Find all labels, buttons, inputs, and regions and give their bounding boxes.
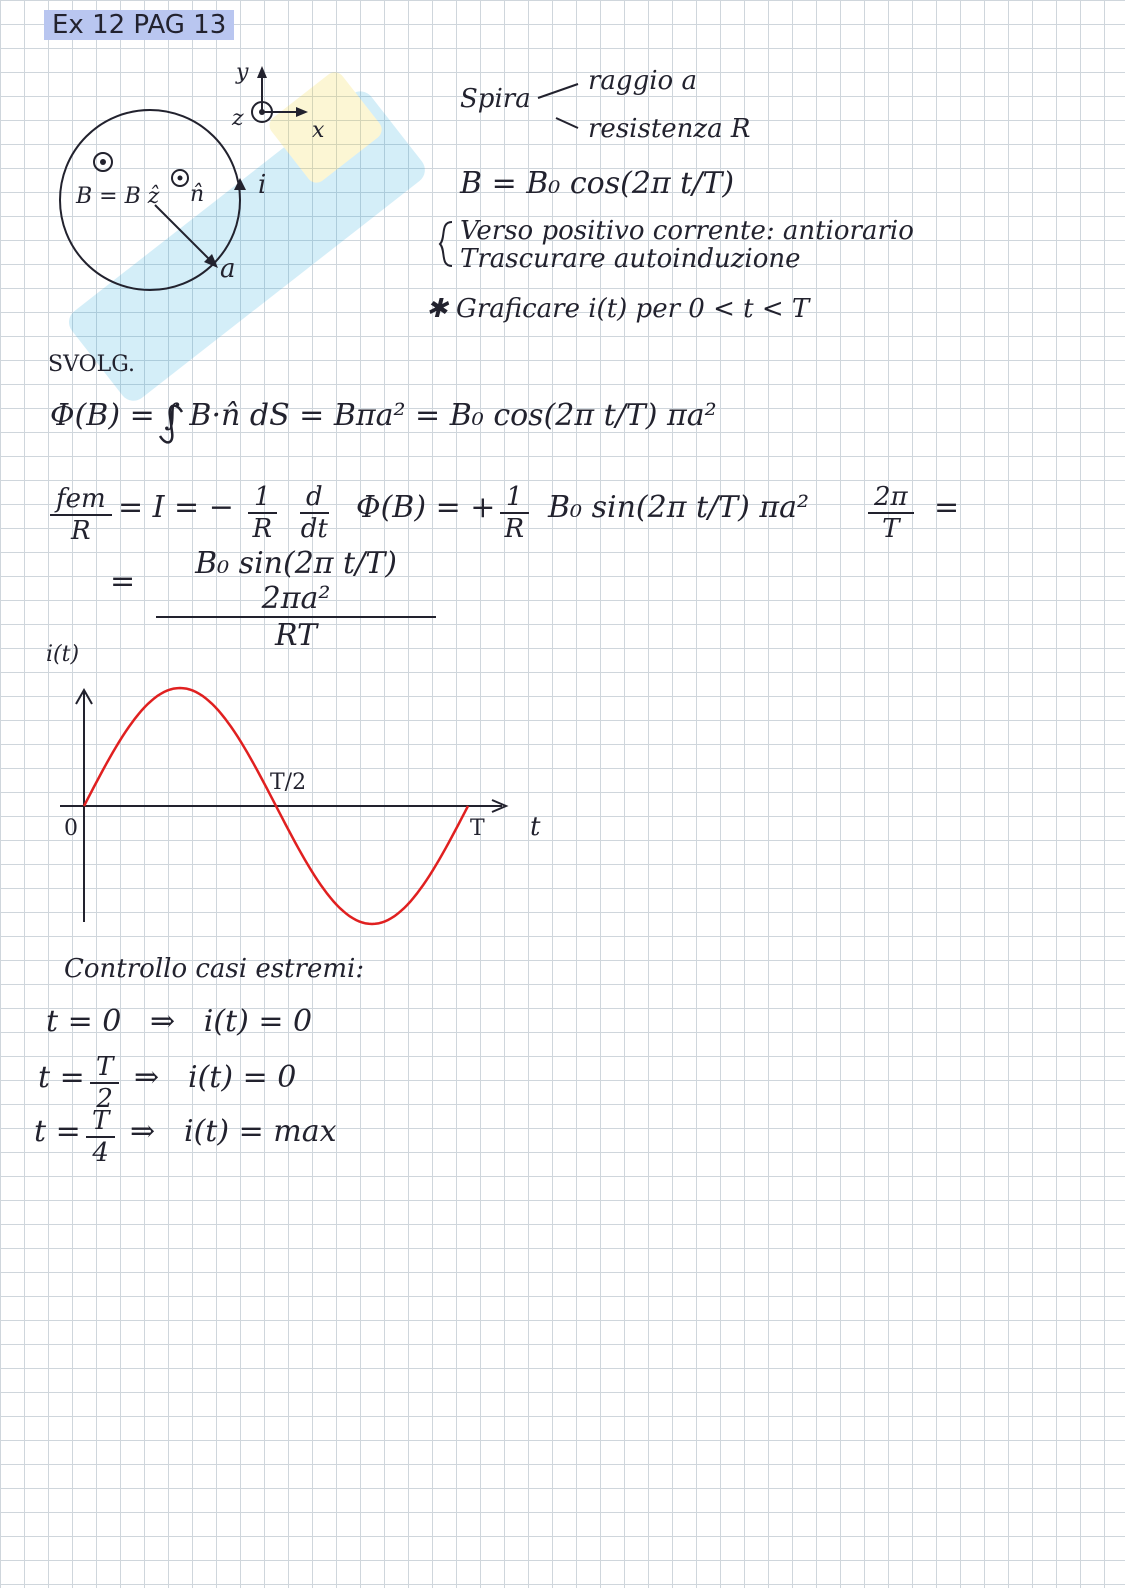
raggio-text: raggio a bbox=[588, 66, 697, 96]
fem-denominator: R bbox=[71, 516, 91, 546]
graph-ylabel: i(t) bbox=[46, 642, 80, 667]
field-label: B = B ẑ bbox=[76, 184, 160, 209]
check-3-fraction bbox=[86, 1106, 115, 1168]
r-denominator-2: R bbox=[504, 514, 525, 544]
spira-label: Spira bbox=[460, 84, 531, 114]
check-1-rhs: i(t) = 0 bbox=[203, 1004, 313, 1039]
one-numerator: 1 bbox=[248, 482, 277, 514]
z-axis-label: z bbox=[232, 106, 244, 131]
equals-tail: = bbox=[934, 490, 960, 525]
d-numerator: d bbox=[300, 482, 329, 514]
check-2-fraction bbox=[90, 1052, 119, 1114]
field-equation: B = B₀ cos(2π t/T) bbox=[460, 166, 735, 201]
resistenza-text: resistenza R bbox=[588, 114, 751, 144]
check-1-arrow: ⇒ bbox=[149, 1004, 176, 1039]
y-axis-label: y bbox=[236, 60, 249, 85]
check-3-den: 4 bbox=[92, 1138, 109, 1168]
check-1-lhs: t = 0 bbox=[46, 1004, 122, 1039]
r-denominator: R bbox=[252, 514, 273, 544]
graph-period-label: T bbox=[470, 816, 485, 841]
check-2-num: T bbox=[90, 1052, 119, 1084]
graph-half-period-label: T/2 bbox=[270, 770, 307, 795]
current-label: i bbox=[258, 170, 267, 200]
current-mid: = I = − bbox=[118, 490, 234, 525]
two-pi-numerator: 2π bbox=[868, 482, 914, 514]
dt-denominator: dt bbox=[300, 514, 328, 544]
radius-label: a bbox=[220, 254, 236, 284]
condition-line-1: Verso positivo corrente: antiorario bbox=[460, 216, 914, 246]
fem-numerator: fem bbox=[50, 484, 112, 516]
graph-origin-label: 0 bbox=[64, 816, 78, 841]
check-3-rhs: i(t) = max bbox=[184, 1114, 337, 1149]
result-numerator: B₀ sin(2π t/T) 2πa² bbox=[156, 546, 436, 618]
check-2-arrow: ⇒ bbox=[134, 1060, 160, 1095]
check-2-den: 2 bbox=[96, 1084, 113, 1114]
check-3-num: T bbox=[86, 1106, 115, 1138]
phi-term: Φ(B) = + bbox=[356, 490, 496, 525]
title-text: Ex 12 PAG 13 bbox=[44, 10, 234, 40]
check-row-2-pre: t = bbox=[38, 1060, 85, 1095]
solution-heading: SVOLG. bbox=[48, 352, 136, 377]
x-axis-label: x bbox=[312, 118, 325, 143]
check-row-1 bbox=[46, 1004, 312, 1039]
graph-xlabel: t bbox=[530, 812, 541, 842]
normal-label: n̂ bbox=[190, 182, 205, 207]
result-equals: = bbox=[110, 564, 136, 599]
t-denominator: T bbox=[882, 514, 900, 544]
one-numerator-2: 1 bbox=[500, 482, 529, 514]
result-denominator: RT bbox=[274, 618, 318, 653]
flux-equation: Φ(B) = ∫ B·n̂ dS = Bπa² = B₀ cos(2π t/T) πa² bbox=[50, 398, 717, 433]
rhs-term: B₀ sin(2π t/T) πa² bbox=[548, 490, 810, 525]
condition-line-2: Trascurare autoinduzione bbox=[460, 244, 801, 274]
checks-heading: Controllo casi estremi: bbox=[64, 954, 365, 984]
task-text: ✱ Graficare i(t) per 0 < t < T bbox=[426, 294, 810, 324]
check-row-3-pre: t = bbox=[34, 1114, 81, 1149]
check-2-rhs: i(t) = 0 bbox=[188, 1060, 297, 1095]
check-3-arrow: ⇒ bbox=[130, 1114, 156, 1149]
